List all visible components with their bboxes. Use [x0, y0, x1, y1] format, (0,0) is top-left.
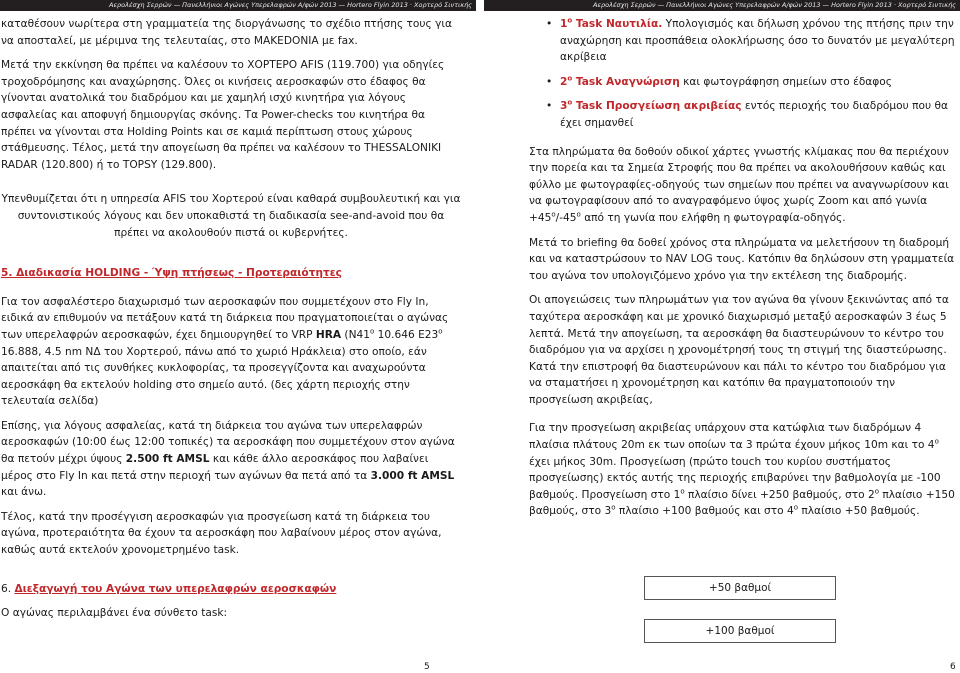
section-5-title: 5. Διαδικασία HOLDING - Ύψη πτήσεως - Προτεραιότητες	[1, 267, 342, 280]
text: 10.646 E23	[374, 328, 439, 341]
text: 16.888, 4.5 nm ΝΔ του Χορτερού, πάνω από το χωριό Ηράκλεια) στο οποίο, εάν απαιτείται από τις συνθήκες κυκλοφορίας, τα προσεγγίζοντα και αναχωρούντα αεροσκάφη θα εκτελούν holding στο σημείο αυτό. (δες χάρτη περιοχής στην τελευταία σελίδα)	[1, 345, 427, 408]
section-6-number: 6.	[1, 582, 15, 595]
section-6-title: Διεξαγωγή του Αγώνα των υπερελαφρών αεροσκαφών	[14, 582, 337, 595]
text: πλαίσιο +50 βαθμούς.	[798, 505, 920, 518]
ordinal-sup: ο	[680, 487, 685, 496]
paragraph-flight-plan: καταθέσουν νωρίτερα στη γραμματεία της διοργάνωσης το σχέδιο πτήσης τους για να αποσταλεί, με μέριμνα της τελευταίας, στο MAKEDONIA με fax.	[1, 18, 452, 47]
text: και άνω.	[1, 486, 47, 499]
paragraph-altitudes	[1, 418, 461, 501]
section-6-heading	[1, 581, 461, 598]
paragraph-briefing: Μετά το briefing θα δοθεί χρόνος στα πληρώματα να μελετήσουν τη διαδρομή και να καταστρώσουν το NAV LOG τους. Κατόπιν θα δηλώσουν στη γραμματεία του αγώνα τον υπολογιζόμενο χρόνο για την εκτέλεση της διαδρομής.	[529, 236, 955, 282]
right-page-column	[529, 16, 957, 520]
ordinal-sup: ο	[567, 16, 573, 25]
paragraph-precision-landing	[529, 420, 957, 520]
paragraph-holding-vrp	[1, 294, 461, 410]
ordinal-sup: ο	[934, 437, 939, 446]
bullet-icon: •	[546, 100, 553, 113]
landing-zone-box-50: +50 βαθμοί	[644, 576, 836, 600]
degree-sup: ο	[551, 210, 556, 219]
paragraph-takeoffs: Οι απογειώσεις των πληρωμάτων για τον αγώνα θα γίνουν ξεκινώντας από τα ταχύτερα αεροσκάφη και με χρονικό διαχωρισμό μεταξύ αεροσκαφών 3 έως 5 λεπτά. Μετά την απογείωση, τα αεροσκάφη θα διαστευρώνουν το κέντρο του διαδρόμου για να αρχίσει η χρονομέτρησή τους τη στιγμή της διαστεύρωσης. Κατά την επιστροφή θα διαστευρώνουν και πάλι το κέντρο του διαδρόμου για να σταματήσει η χρονομέτρηση και κατόπιν θα πραγματοποιούν την προσγείωση ακριβείας,	[529, 294, 949, 406]
paragraph-afis-instructions: Μετά την εκκίνηση θα πρέπει να καλέσουν το ΧΟΡΤΕΡΟ AFIS (119.700) για οδηγίες τροχοδρόμησης και αναχώρησης. Όλες οι κινήσεις αεροσκαφών στο έδαφος θα γίνονται ανατολικά του διαδρόμου και με χαμηλή ισχύ κινητήρα για λόγους ασφαλείας και αποφυγή δημιουργίας σκόνης. Τα Power-checks του κινητήρα θα πρέπει να γίνονται στα Holding Points και σε καμιά περίπτωση στους χώρους στάθμευσης. Τέλος, μετά την απογείωση θα πρέπει να καλέσουν το THESSALONIKI RADAR (120.800) ή το TOPSY (129.800).	[1, 59, 445, 171]
degree-sup: ο	[576, 210, 581, 219]
text: /-45	[555, 211, 577, 224]
degree-sup: o	[369, 327, 375, 336]
task-label	[560, 76, 680, 88]
bullet-icon: •	[546, 75, 553, 88]
ordinal-sup: ο	[874, 487, 880, 496]
text: από τη γωνία που ελήφθη η φωτογραφία-οδηγός.	[580, 211, 846, 224]
text: Για την προσγείωση ακριβείας υπάρχουν στα κατώφλια των διαδρόμων 4 πλαίσια πλάτους 20m εκ των οποίων τα 3 πρώτα έχουν μήκος 10m και το 4	[529, 422, 935, 452]
ordinal-sup: ο	[567, 98, 573, 107]
bullet-icon: •	[546, 18, 553, 30]
ordinal-sup: ο	[567, 74, 573, 83]
task-description: Υπολογισμός και δήλωση χρόνου της πτήσης πριν την αναχώρηση και προσπάθεια ολοκλήρωσης όσο το δυνατόν με μεγαλύτερη ακρίβεια	[560, 18, 955, 64]
altitude-race: 2.500 ft AMSL	[125, 453, 210, 466]
text: πλαίσιο +100 βαθμούς και στο 4	[615, 505, 794, 518]
task-list-item	[529, 98, 957, 131]
text: Στα πληρώματα θα δοθούν οδικοί χάρτες γνωστής κλίμακας που θα περιέχουν την πορεία και τα Σημεία Στροφής που θα πρέπει να ακολουθήσουν καθώς και φύλλο με φωτογραφίες-οδηγούς των σημείων που πρέπει να αναγνωρίσουν και να φωτογραφίσουν από το αναγραφόμενο ύψος χωρίς Zoom και από γωνία +45	[529, 145, 949, 224]
task-list-item	[529, 16, 957, 66]
paragraph-maps-photos	[529, 144, 957, 227]
section-5-heading	[1, 265, 461, 282]
landing-zone-box-100: +100 βαθμοί	[644, 619, 836, 643]
degree-sup: o	[438, 327, 443, 336]
task-name: Task Ναυτιλία.	[575, 18, 663, 30]
task-number: 3	[560, 100, 568, 113]
paragraph-landing-priority: Τέλος, κατά την προσέγγιση αεροσκαφών για προσγείωση κατά τη διάρκεια του αγώνα, προτεραιότητα θα έχουν τα αεροσκάφη που λαβαίνουν μέρος στον αγώνα, καθώς αυτά εκτελούν χρονομετρημένο task.	[1, 510, 442, 557]
task-label	[560, 18, 662, 30]
text: και κάθε άλλο αεροσκάφος που λαβαίνει μέρος στο Fly In και πετά στην περιοχή των αγώνων θα πετά από τα	[1, 453, 429, 482]
task-description: εντός περιοχής του διαδρόμου που θα έχει σημανθεί	[560, 100, 948, 129]
task-list-item	[529, 74, 957, 91]
vrp-code: HRA	[315, 328, 342, 341]
ordinal-sup: ο	[793, 503, 799, 512]
altitude-flyin: 3.000 ft AMSL	[370, 469, 455, 482]
text: έχει μήκος 30m. Προσγείωση (πρώτο touch του κυρίου συστήματος προσγείωσης) εκτός αυτής της περιοχής επιβαρύνει την βαθμολογία με -100 βαθμούς. Προσγείωση στο 1	[529, 455, 941, 501]
task-label	[560, 100, 742, 112]
task-name: Task Προσγείωση ακριβείας	[575, 100, 742, 113]
afis-advisory-note: Υπενθυμίζεται ότι η υπηρεσία AFIS του Χορτερού είναι καθαρά συμβουλευτική και για συντονιστικούς λόγους και δεν υποκαθιστά τη διαδικασία see-and-avoid που θα πρέπει να ακολουθούν πιστά οι κυβερνήτες.	[1, 193, 461, 239]
task-number: 1	[560, 18, 568, 30]
text: πλαίσιο δίνει +250 βαθμούς, στο 2	[684, 488, 875, 501]
text: πλαίσιο +150 βαθμούς, στο 3	[529, 488, 955, 518]
text: Επίσης, για λόγους ασφαλείας, κατά τη διάρκεια του αγώνα των υπερελαφρών αεροσκαφών (10:00 έως 12:00 τοπικές) τα αεροσκάφη που συμμετέχουν στον αγώνα θα πετούν μέχρι ύψους	[1, 419, 455, 466]
running-header-right: Αερολέσχη Σερρών — Πανελλήνιοι Αγώνες Υπερελαφρών Α/φών 2013 — Hortero Flyin 2013 · Χορτερό Σιντικής	[484, 0, 960, 11]
page-number-left: 5	[424, 662, 430, 672]
page-number-right: 6	[950, 662, 956, 672]
ordinal-sup: ο	[611, 503, 616, 512]
paragraph-task-intro: Ο αγώνας περιλαμβάνει ένα σύνθετο task:	[1, 607, 228, 620]
text: Για τον ασφαλέστερο διαχωρισμό των αεροσκαφών που συμμετέχουν στο Fly In, ειδικά αν επιθυμούν να πετάξουν κατά τη διάρκεια που πραγματοποιείται ο αγώνας των υπερελαφρών αεροσκαφών, έχει δημιουργηθεί το VRP	[1, 295, 449, 341]
text: (N41	[341, 328, 370, 341]
task-number: 2	[560, 75, 568, 88]
task-name: Task Αναγνώριση	[575, 75, 680, 88]
left-page-column	[0, 16, 461, 622]
task-description: και φωτογράφηση σημείων στο έδαφος	[679, 75, 892, 88]
running-header-left: Αερολέσχη Σερρών — Πανελλήνιοι Αγώνες Υπερελαφρών Α/φών 2013 — Hortero Flyin 2013 · Χορτερό Σιντικής	[0, 0, 476, 11]
